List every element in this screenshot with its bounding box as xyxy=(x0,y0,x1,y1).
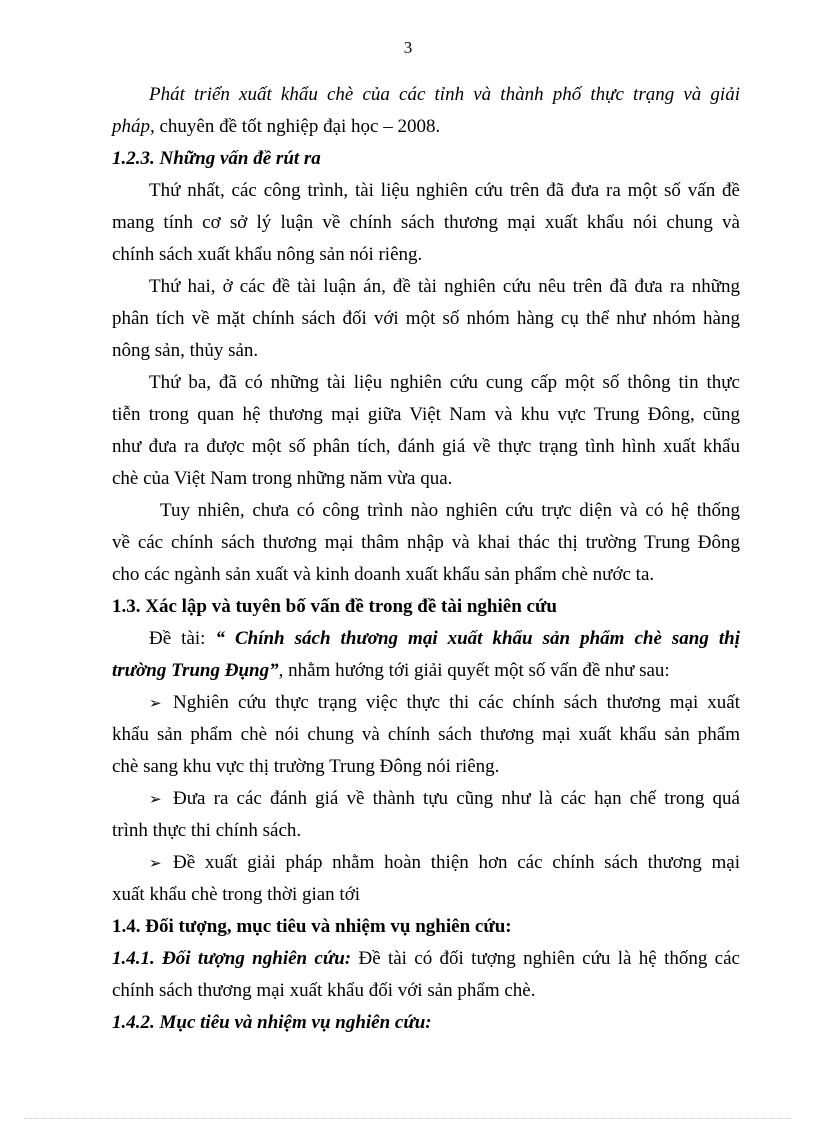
section-heading-1-3: 1.3. Xác lập và tuyên bố vấn đề trong đề tài nghiên cứu xyxy=(112,596,557,617)
section-heading-1-4-2: 1.4.2. Mục tiêu và nhiệm vụ nghiên cứu: xyxy=(112,1012,432,1033)
text-line: Thứ hai, ở các đề tài luận án, đề tài nghiên cứu nêu trên đã đưa ra những xyxy=(149,276,740,297)
text-span: Đề tài có đối tượng nghiên cứu là hệ thống các xyxy=(351,948,740,969)
list-item xyxy=(112,784,740,814)
text-line: tiễn trong quan hệ thương mại giữa Việt Nam và khu vực Trung Đông, cũng xyxy=(112,404,740,425)
arrow-bullet-icon: ➢ xyxy=(149,694,162,712)
text-line: khẩu sản phẩm chè nói chung và chính sách thương mại xuất khẩu sản phẩm xyxy=(112,724,740,745)
text-span: Nghiên cứu thực trạng việc thực thi các chính sách thương mại xuất xyxy=(173,692,740,713)
arrow-bullet-icon: ➢ xyxy=(149,790,162,808)
list-item xyxy=(112,688,740,718)
page-number: 3 xyxy=(403,38,413,57)
text-line: nông sản, thủy sản. xyxy=(112,340,259,361)
text-line: Thứ ba, đã có những tài liệu nghiên cứu cung cấp một số thông tin thực xyxy=(149,372,740,393)
text-line: phân tích về mặt chính sách đối với một số nhóm hàng cụ thể như nhóm hàng xyxy=(112,308,740,329)
text-line: xuất khẩu chè trong thời gian tới xyxy=(112,884,361,905)
text-span: Đưa ra các đánh giá về thành tựu cũng như là các hạn chế trong quá xyxy=(173,788,740,809)
text-line: trình thực thi chính sách. xyxy=(112,820,302,841)
section-heading-1-2-3: 1.2.3. Những vấn đề rút ra xyxy=(112,148,321,169)
text-line: chè sang khu vực thị trường Trung Đông nói riêng. xyxy=(112,756,500,777)
topic-title: “ Chính sách thương mại xuất khẩu sản phẩm chè sang thị xyxy=(215,628,740,649)
arrow-bullet-icon: ➢ xyxy=(149,854,162,872)
text-span: Đề xuất giải pháp nhằm hoàn thiện hơn các chính sách thương mại xyxy=(173,852,740,873)
text-line: chính sách thương mại xuất khẩu đối với sản phẩm chè. xyxy=(112,980,536,1001)
list-item xyxy=(112,848,740,878)
text-line xyxy=(112,624,740,654)
text-line: Tuy nhiên, chưa có công trình nào nghiên cứu trực diện và có hệ thống xyxy=(160,500,740,521)
text-span: Đề tài: xyxy=(149,628,216,649)
section-heading-1-4-1: 1.4.1. Đối tượng nghiên cứu: xyxy=(112,948,352,969)
text-span: , nhằm hướng tới giải quyết một số vấn đề như sau: xyxy=(278,660,670,681)
section-heading-1-4: 1.4. Đối tượng, mục tiêu và nhiệm vụ nghiên cứu: xyxy=(112,916,512,937)
text-span: chuyên đề tốt nghiệp đại học – 2008. xyxy=(154,116,441,137)
text-line: như đưa ra được một số phân tích, đánh giá về thực trạng tình hình xuất khẩu xyxy=(112,436,740,457)
text-line xyxy=(112,656,740,686)
text-line xyxy=(112,944,740,974)
text-line: mang tính cơ sở lý luận về chính sách thương mại xuất khẩu nói chung và xyxy=(112,212,740,233)
page-bottom-divider xyxy=(24,1118,792,1119)
text-line: cho các ngành sản xuất và kinh doanh xuất khẩu sản phẩm chè nước ta. xyxy=(112,564,655,585)
text-line: Thứ nhất, các công trình, tài liệu nghiên cứu trên đã đưa ra một số vấn đề xyxy=(149,180,740,201)
text-line: Phát triển xuất khẩu chè của các tỉnh và thành phố thực trạng và giải xyxy=(149,84,740,105)
text-line: về các chính sách thương mại thâm nhập và khai thác thị trường Trung Đông xyxy=(112,532,740,553)
text-line xyxy=(112,112,740,142)
text-line: chè của Việt Nam trong những năm vừa qua. xyxy=(112,468,453,489)
topic-title: trường Trung Đụng” xyxy=(112,660,279,681)
text-line: chính sách xuất khẩu nông sản nói riêng. xyxy=(112,244,423,265)
text-span: pháp, xyxy=(112,116,155,137)
